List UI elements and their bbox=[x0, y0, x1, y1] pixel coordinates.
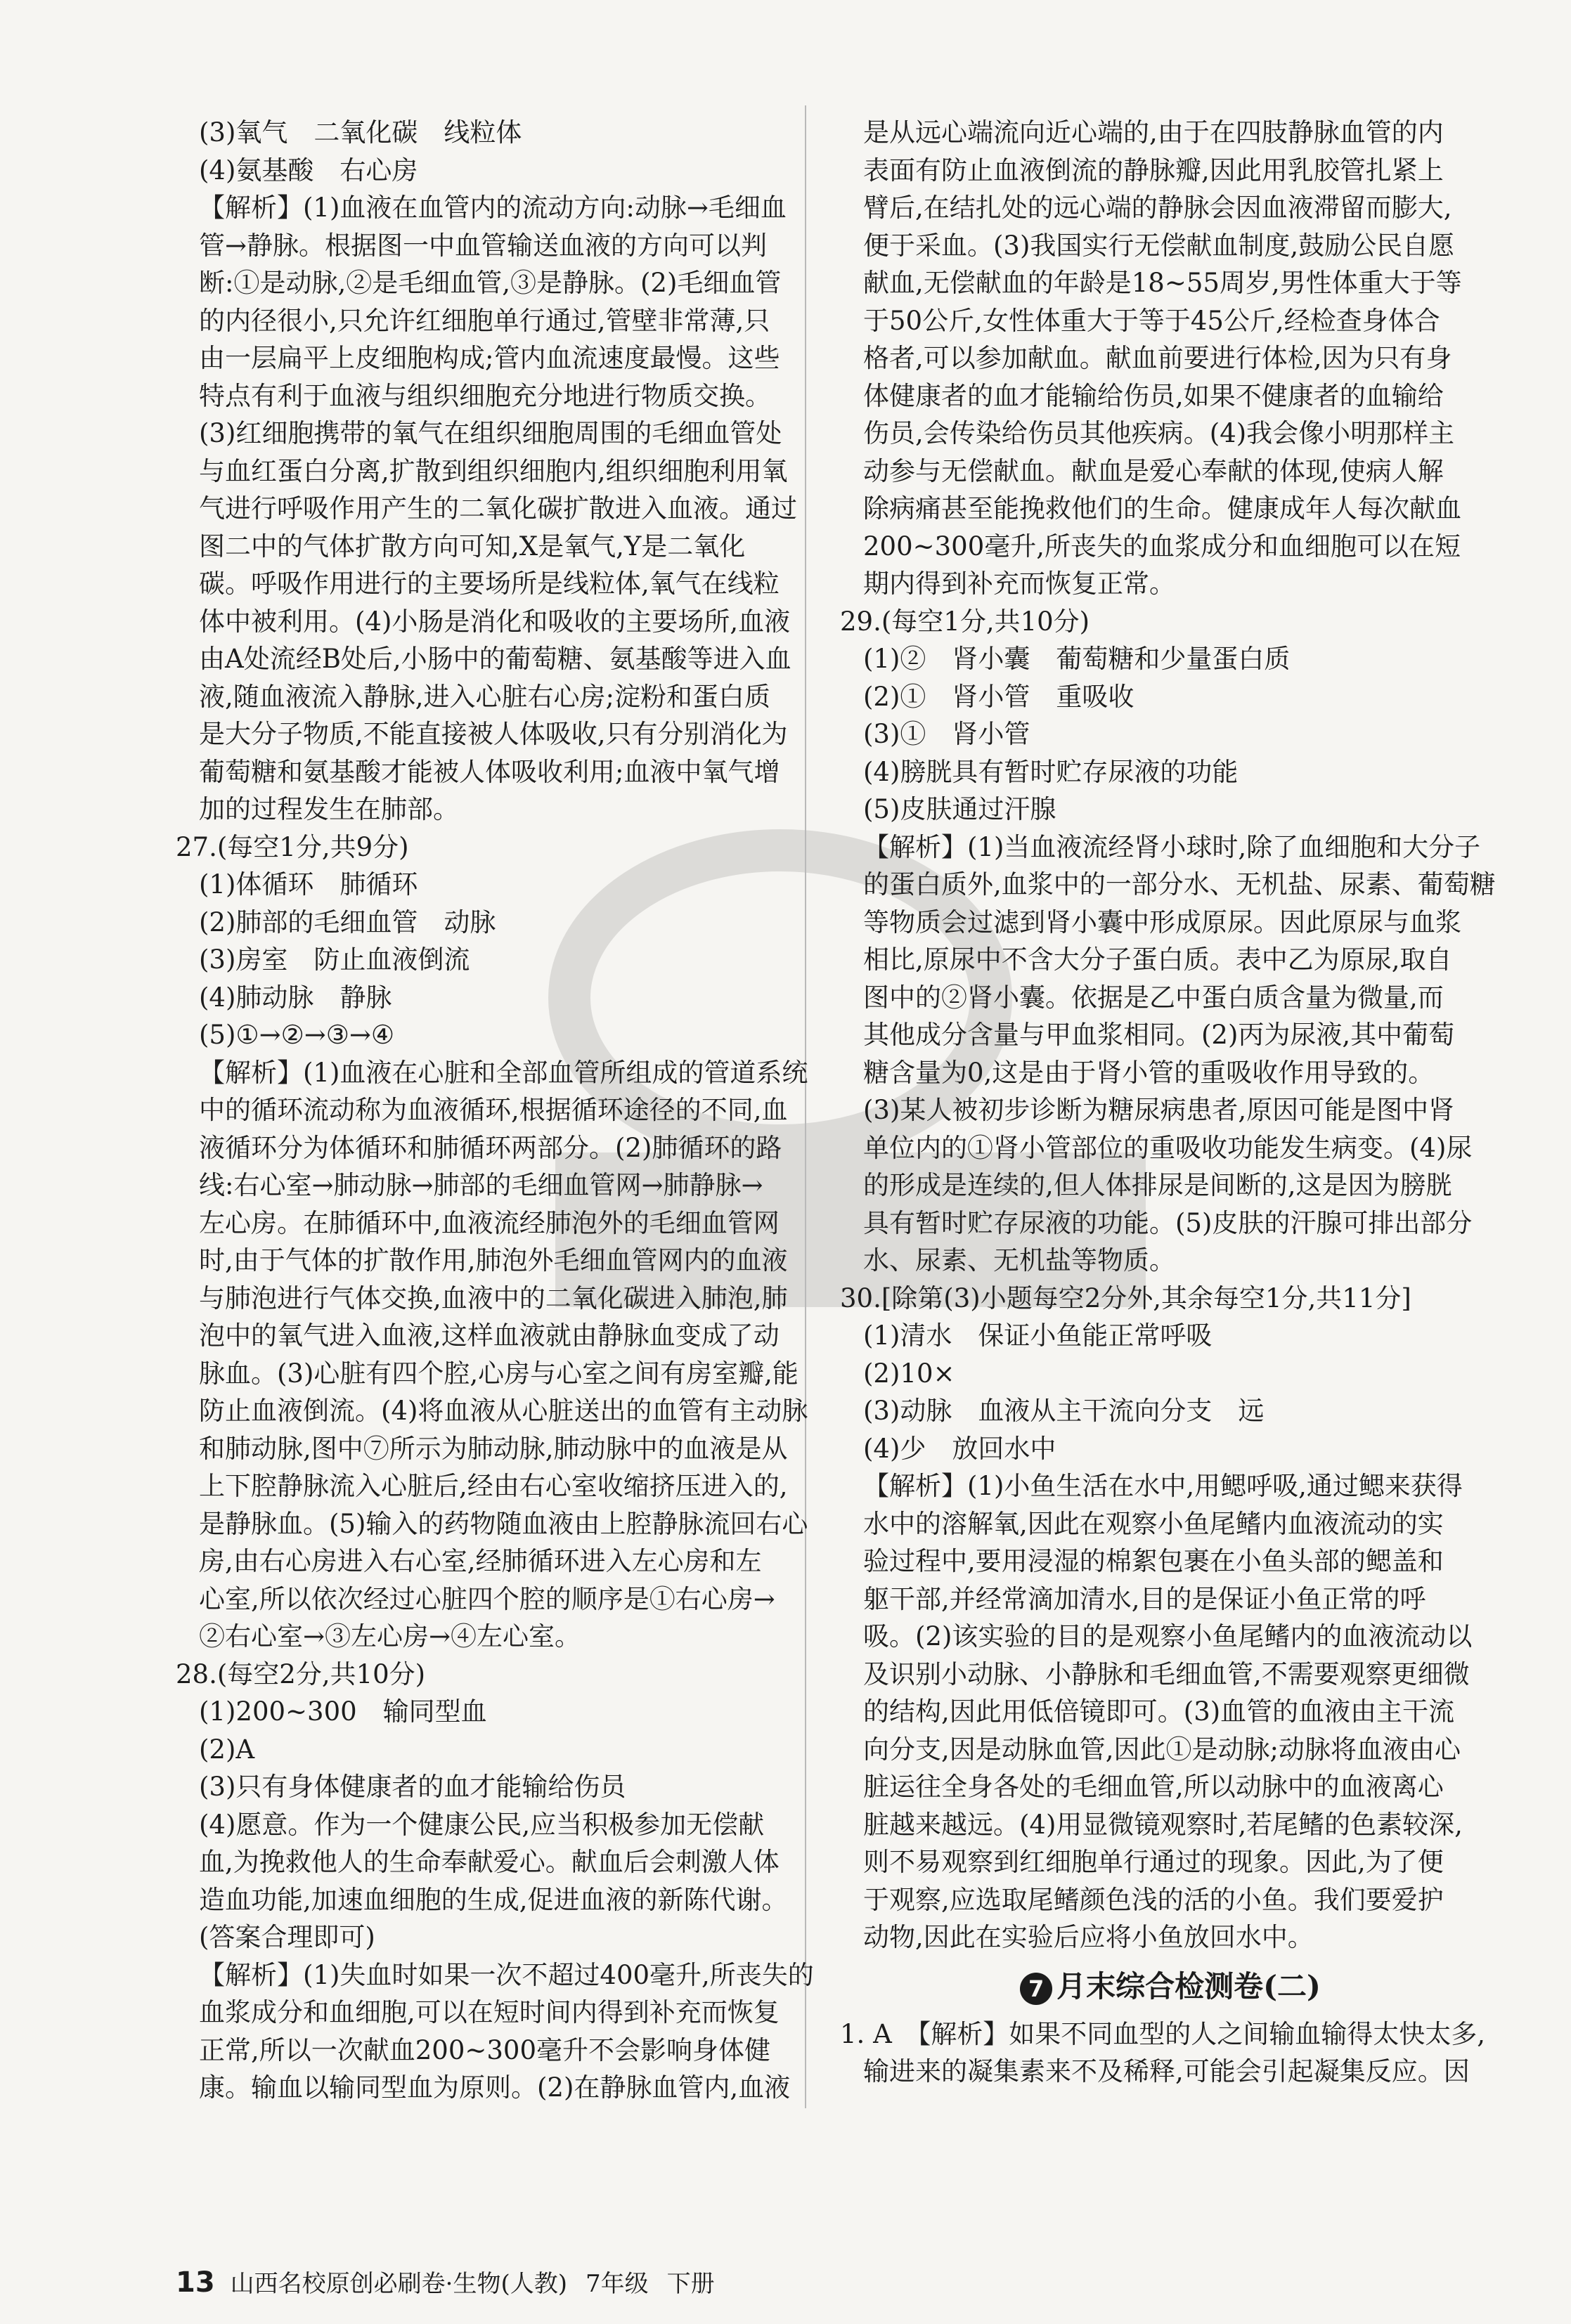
text-line: 吸。(2)该实验的目的是观察小鱼尾鳍内的血液流动以 bbox=[863, 1621, 1473, 1651]
book-title: 山西名校原创必刷卷·生物(人教) bbox=[230, 2270, 568, 2298]
text-line: (3)① 肾小管 bbox=[863, 719, 1030, 749]
text-line: 碳。呼吸作用进行的主要场所是线粒体,氧气在线粒 bbox=[199, 569, 780, 599]
text-line: 特点有利于血液与组织细胞充分地进行物质交换。 bbox=[199, 380, 771, 411]
page-number: 13 bbox=[176, 2266, 215, 2299]
text-line: 表面有防止血液倒流的静脉瓣,因此用乳胶管扎紧上 bbox=[863, 155, 1444, 186]
text-line: 与血红蛋白分离,扩散到组织细胞内,组织细胞利用氧 bbox=[199, 455, 788, 486]
text-line: 于观察,应选取尾鳍颜色浅的活的小鱼。我们要爱护 bbox=[863, 1884, 1444, 1915]
text-line: 图二中的气体扩散方向可知,X是氧气,Y是二氧化 bbox=[199, 531, 746, 561]
text-line: (3)红细胞携带的氧气在组织细胞周围的毛细血管处 bbox=[199, 418, 782, 448]
section-title: 月末综合检测卷(二) bbox=[1056, 1968, 1321, 2004]
text-line: 气进行呼吸作用产生的二氧化碳扩散进入血液。通过 bbox=[199, 493, 797, 524]
text-line: 输进来的凝集素来不及稀释,可能会引起凝集反应。因 bbox=[863, 2056, 1470, 2086]
text-line: 29.(每空1分,共10分) bbox=[840, 606, 1090, 637]
text-line: (3)某人被初步诊断为糖尿病患者,原因可能是图中肾 bbox=[863, 1095, 1455, 1125]
text-line: (1)② 肾小囊 葡萄糖和少量蛋白质 bbox=[863, 644, 1291, 674]
text-line: (答案合理即可) bbox=[199, 1922, 375, 1952]
text-line: 及识别小动脉、小静脉和毛细血管,不需要观察更细微 bbox=[863, 1658, 1470, 1689]
text-line: (2)10× bbox=[863, 1358, 955, 1389]
text-line: ②右心室→③左心房→④左心室。 bbox=[199, 1621, 581, 1651]
text-line: 由一层扁平上皮细胞构成;管内血流速度最慢。这些 bbox=[199, 343, 780, 373]
text-line: 【解析】(1)血液在血管内的流动方向:动脉→毛细血 bbox=[199, 193, 787, 223]
right-column-top bbox=[840, 114, 1501, 1956]
text-line: 液循环分为体循环和肺循环两部分。(2)肺循环的路 bbox=[199, 1132, 782, 1163]
text-line: (3)房室 防止血液倒流 bbox=[199, 944, 470, 975]
left-column bbox=[176, 114, 836, 2107]
volume-label: 下册 bbox=[666, 2270, 715, 2298]
text-line: 动参与无偿献血。献血是爱心奉献的体现,使病人解 bbox=[863, 455, 1444, 486]
text-line: (2)A bbox=[199, 1734, 255, 1765]
text-line: 具有暂时贮存尿液的功能。(5)皮肤的汗腺可排出部分 bbox=[863, 1207, 1473, 1238]
text-line: 左心房。在肺循环中,血液流经肺泡外的毛细血管网 bbox=[199, 1207, 780, 1238]
text-line: 相比,原尿中不含大分子蛋白质。表中乙为原尿,取自 bbox=[863, 944, 1452, 975]
text-line: 上下腔静脉流入心脏后,经由右心室收缩挤压进入的, bbox=[199, 1471, 788, 1501]
text-line: 的形成是连续的,但人体排尿是间断的,这是因为膀胱 bbox=[863, 1170, 1452, 1200]
text-line: 1. A 【解析】如果不同血型的人之间输血输得太快太多, bbox=[840, 2018, 1486, 2049]
text-line: 中的循环流动称为血液循环,根据循环途径的不同,血 bbox=[199, 1095, 788, 1125]
text-line: (3)只有身体健康者的血才能输给伤员 bbox=[199, 1772, 626, 1802]
text-line: 的蛋白质外,血浆中的一部分水、无机盐、尿素、葡萄糖 bbox=[863, 869, 1496, 900]
text-line: 葡萄糖和氨基酸才能被人体吸收利用;血液中氧气增 bbox=[199, 756, 780, 787]
text-line: 心室,所以依次经过心脏四个腔的顺序是①右心房→ bbox=[199, 1583, 775, 1614]
text-line: 【解析】(1)失血时如果一次不超过400毫升,所丧失的 bbox=[199, 1959, 814, 1990]
text-line: 于50公斤,女性体重大于等于45公斤,经检查身体合 bbox=[863, 305, 1440, 336]
text-line: (4)膀胱具有暂时贮存尿液的功能 bbox=[863, 756, 1239, 787]
text-line: 除病痛甚至能挽救他们的生命。健康成年人每次献血 bbox=[863, 493, 1461, 524]
text-line: 造血功能,加速血细胞的生成,促进血液的新陈代谢。 bbox=[199, 1884, 788, 1915]
section-number-badge: 7 bbox=[1020, 1973, 1052, 2005]
text-line: 的结构,因此用低倍镜即可。(3)血管的血液由主干流 bbox=[863, 1696, 1455, 1727]
text-line: 泡中的氧气进入血液,这样血液就由静脉血变成了动 bbox=[199, 1320, 780, 1351]
text-line: 体健康者的血才能输给伤员,如果不健康者的血输给 bbox=[863, 380, 1444, 411]
text-line: 的内径很小,只允许红细胞单行通过,管壁非常薄,只 bbox=[199, 305, 770, 336]
text-line: (4)愿意。作为一个健康公民,应当积极参加无偿献 bbox=[199, 1809, 765, 1840]
text-line: 图中的②肾小囊。依据是乙中蛋白质含量为微量,而 bbox=[863, 982, 1444, 1013]
right-column bbox=[840, 114, 1501, 2091]
text-line: 时,由于气体的扩散作用,肺泡外毛细血管网内的血液 bbox=[199, 1245, 788, 1275]
text-line: 防止血液倒流。(4)将血液从心脏送出的血管有主动脉 bbox=[199, 1396, 808, 1426]
text-line: 【解析】(1)当血液流经肾小球时,除了血细胞和大分子 bbox=[863, 831, 1481, 862]
text-line: (1)200~300 输同型血 bbox=[199, 1696, 487, 1727]
text-line: (2)① 肾小管 重吸收 bbox=[863, 681, 1134, 712]
text-line: 水中的溶解氧,因此在观察小鱼尾鳍内血液流动的实 bbox=[863, 1508, 1444, 1539]
text-line: 血,为挽救他人的生命奉献爱心。献血后会刺激人体 bbox=[199, 1847, 780, 1877]
text-line: (4)少 放回水中 bbox=[863, 1433, 1056, 1464]
text-line: (1)清水 保证小鱼能正常呼吸 bbox=[863, 1320, 1213, 1351]
text-line: 康。输血以输同型血为原则。(2)在静脉血管内,血液 bbox=[199, 2072, 791, 2103]
text-line: 期内得到补充而恢复正常。 bbox=[863, 569, 1175, 599]
grade-label: 7年级 bbox=[586, 2270, 649, 2298]
text-line: 是从远心端流向近心端的,由于在四肢静脉血管的内 bbox=[863, 117, 1444, 148]
text-line: 动物,因此在实验后应将小鱼放回水中。 bbox=[863, 1922, 1314, 1952]
text-line: 27.(每空1分,共9分) bbox=[176, 831, 409, 862]
text-line: 糖含量为0,这是由于肾小管的重吸收作用导致的。 bbox=[863, 1057, 1435, 1088]
text-line: 脏越来越远。(4)用显微镜观察时,若尾鳍的色素较深, bbox=[863, 1809, 1463, 1840]
text-line: 伤员,会传染给伤员其他疾病。(4)我会像小明那样主 bbox=[863, 418, 1455, 448]
text-line: 脉血。(3)心脏有四个腔,心房与心室之间有房室瓣,能 bbox=[199, 1358, 799, 1389]
right-column-bottom bbox=[840, 2015, 1501, 2091]
text-line: 与肺泡进行气体交换,血液中的二氧化碳进入肺泡,肺 bbox=[199, 1283, 788, 1313]
text-line: (3)氧气 二氧化碳 线粒体 bbox=[199, 117, 522, 148]
text-line: 血浆成分和血细胞,可以在短时间内得到补充而恢复 bbox=[199, 1997, 780, 2027]
text-line: (4)肺动脉 静脉 bbox=[199, 982, 392, 1013]
text-line: 30.[除第(3)小题每空2分外,其余每空1分,共11分] bbox=[840, 1283, 1411, 1313]
text-line: 其他成分含量与甲血浆相同。(2)丙为尿液,其中葡萄 bbox=[863, 1020, 1455, 1050]
text-line: 向分支,因是动脉血管,因此①是动脉;动脉将血液由心 bbox=[863, 1734, 1461, 1765]
text-line: 臂后,在结扎处的远心端的静脉会因血液滞留而膨大, bbox=[863, 193, 1452, 223]
text-line: 是大分子物质,不能直接被人体吸收,只有分别消化为 bbox=[199, 719, 788, 749]
text-line: 验过程中,要用浸湿的棉絮包裹在小鱼头部的鳃盖和 bbox=[863, 1546, 1444, 1576]
text-line: 则不易观察到红细胞单行通过的现象。因此,为了便 bbox=[863, 1847, 1444, 1877]
text-line: 断:①是动脉,②是毛细血管,③是静脉。(2)毛细血管 bbox=[199, 268, 782, 298]
text-line: 和肺动脉,图中⑦所示为肺动脉,肺动脉中的血液是从 bbox=[199, 1433, 788, 1464]
section-heading bbox=[840, 1962, 1501, 2011]
text-line: 管→静脉。根据图一中血管输送血液的方向可以判 bbox=[199, 230, 768, 261]
text-line: 是静脉血。(5)输入的药物随血液由上腔静脉流回右心 bbox=[199, 1508, 808, 1539]
text-line: 加的过程发生在肺部。 bbox=[199, 794, 459, 824]
text-line: 由A处流经B处后,小肠中的葡萄糖、氨基酸等进入血 bbox=[199, 644, 791, 674]
text-line: (4)氨基酸 右心房 bbox=[199, 155, 418, 186]
text-line: (1)体循环 肺循环 bbox=[199, 869, 418, 900]
text-line: 便于采血。(3)我国实行无偿献血制度,鼓励公民自愿 bbox=[863, 230, 1455, 261]
text-line: 水、尿素、无机盐等物质。 bbox=[863, 1245, 1175, 1275]
text-line: 正常,所以一次献血200~300毫升不会影响身体健 bbox=[199, 2034, 771, 2065]
text-line: 格者,可以参加献血。献血前要进行体检,因为只有身 bbox=[863, 343, 1452, 373]
text-line: (5)皮肤通过汗腺 bbox=[863, 794, 1056, 824]
text-line: 脏运往全身各处的毛细血管,所以动脉中的血液离心 bbox=[863, 1772, 1444, 1802]
text-line: (3)动脉 血液从主干流向分支 远 bbox=[863, 1396, 1265, 1426]
text-line: 200~300毫升,所丧失的血浆成分和血细胞可以在短 bbox=[863, 531, 1461, 561]
text-line: 线:右心室→肺动脉→肺部的毛细血管网→肺静脉→ bbox=[199, 1170, 763, 1200]
text-line: 躯干部,并经常滴加清水,目的是保证小鱼正常的呼 bbox=[863, 1583, 1426, 1614]
text-line: (5)①→②→③→④ bbox=[199, 1020, 395, 1050]
text-line: 等物质会过滤到肾小囊中形成原尿。因此原尿与血浆 bbox=[863, 907, 1461, 937]
text-line: 体中被利用。(4)小肠是消化和吸收的主要场所,血液 bbox=[199, 606, 791, 637]
text-line: 【解析】(1)小鱼生活在水中,用鳃呼吸,通过鳃来获得 bbox=[863, 1471, 1463, 1501]
text-line: 献血,无偿献血的年龄是18~55周岁,男性体重大于等 bbox=[863, 268, 1462, 298]
page-footer bbox=[176, 2264, 715, 2299]
text-line: 【解析】(1)血液在心脏和全部血管所组成的管道系统 bbox=[199, 1057, 808, 1088]
text-line: 单位内的①肾小管部位的重吸收功能发生病变。(4)尿 bbox=[863, 1132, 1473, 1163]
text-line: (2)肺部的毛细血管 动脉 bbox=[199, 907, 496, 937]
text-line: 房,由右心房进入右心室,经肺循环进入左心房和左 bbox=[199, 1546, 762, 1576]
text-line: 液,随血液流入静脉,进入心脏右心房;淀粉和蛋白质 bbox=[199, 681, 770, 712]
text-line: 28.(每空2分,共10分) bbox=[176, 1658, 426, 1689]
